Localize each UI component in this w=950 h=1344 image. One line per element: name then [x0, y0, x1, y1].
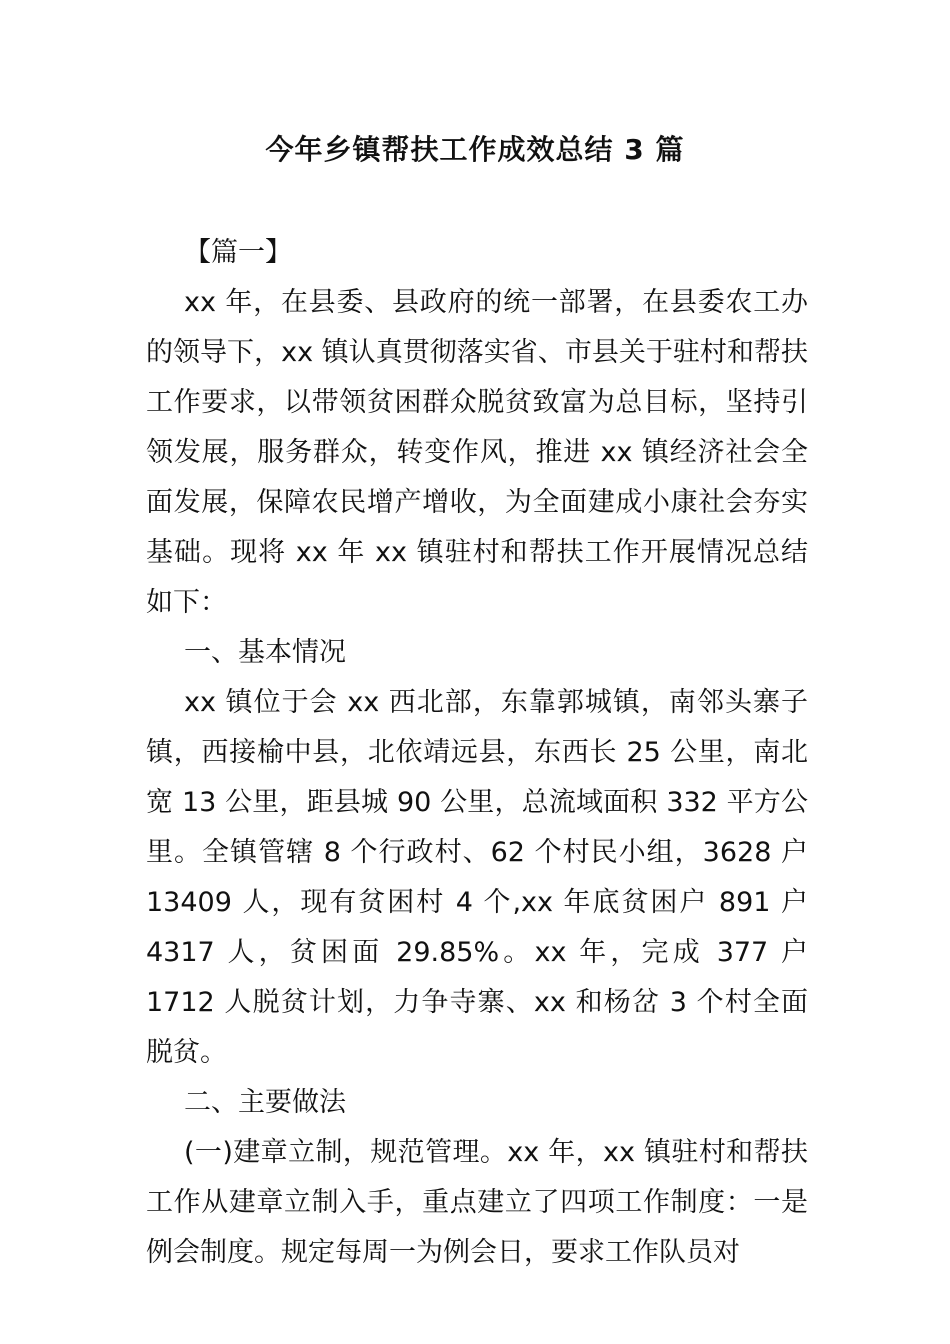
paragraph-main-methods: (一)建章立制，规范管理。xx 年，xx 镇驻村和帮扶工作从建章立制入手，重点建立了四项工作制度：一是例会制度。规定每周一为例会日，要求工作队员对	[146, 1137, 808, 1268]
paragraph-intro: xx 年，在县委、县政府的统一部署，在县委农工办的领导下，xx 镇认真贯彻落实省、市县关于驻村和帮扶工作要求，以带领贫困群众脱贫致富为总目标，坚持引领发展，服务群众，转变作风，推进 xx 镇经济社会全面发展，保障农民增产增收，为全面建成小康社会夯实基础。现将 xx 年 xx 镇驻村和帮扶工作开展情况总结如下：	[146, 287, 808, 618]
document-body	[146, 228, 808, 1278]
section-heading-main-methods: 二、主要做法	[184, 1087, 346, 1118]
section-heading-part-one: 【篇一】	[184, 237, 292, 268]
document-title: 今年乡镇帮扶工作成效总结 3 篇	[265, 133, 685, 166]
section-heading-basic-situation: 一、基本情况	[184, 637, 346, 668]
paragraph-basic-situation: xx 镇位于会 xx 西北部，东靠郭城镇，南邻头寨子镇，西接榆中县，北依靖远县，东西长 25 公里，南北宽 13 公里，距县城 90 公里，总流域面积 332 平方公里。全镇管辖 8 个行政村、62 个村民小组，3628 户 13409 人，现有贫困村 4 个,xx 年底贫困户 891 户 4317 人，贫困面 29.85%。xx 年，完成 377 户 1712 人脱贫计划，力争寺寨、xx 和杨岔 3 个村全面脱贫。	[146, 687, 808, 1068]
